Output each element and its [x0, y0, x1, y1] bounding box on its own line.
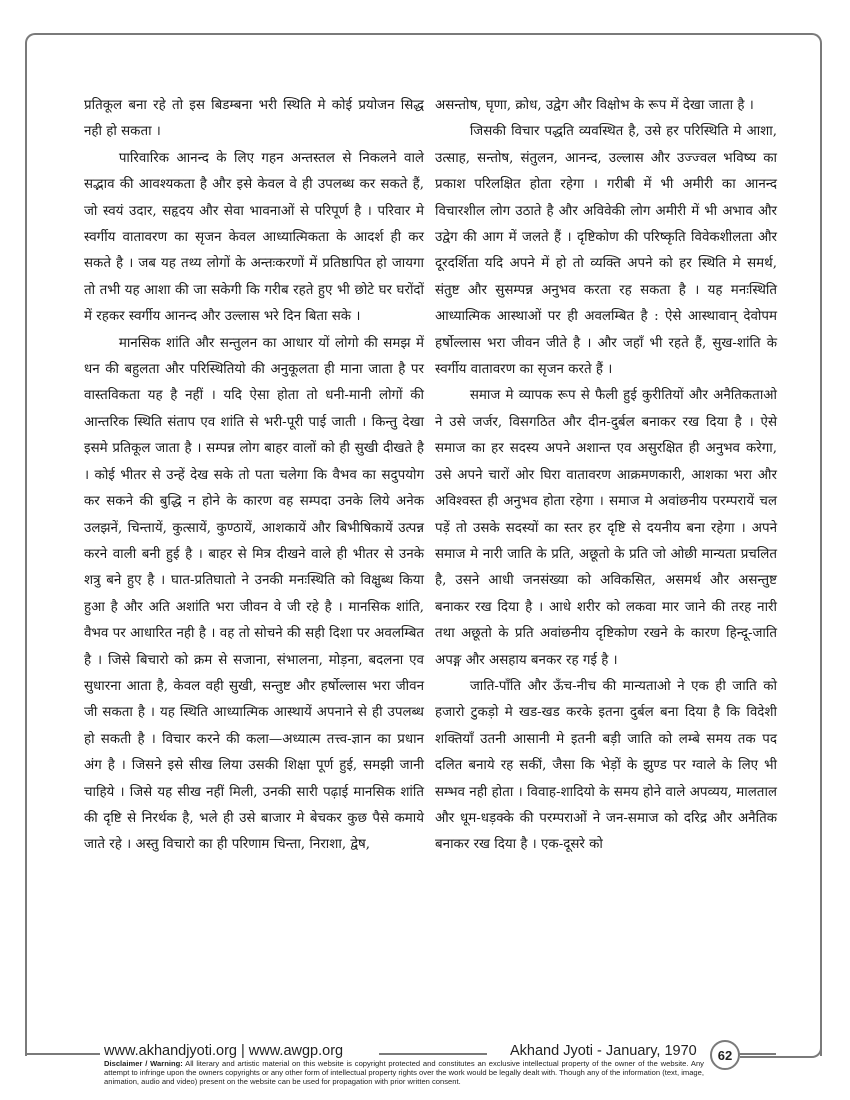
footer-rule — [379, 1053, 487, 1055]
paragraph: जाति-पाँति और ऊँच-नीच की मान्यताओ ने एक ही जाति को हजारो टुकड़ो मे खड-खड करके इतना दुर्बल बना दिया है कि विदेशी शक्तियाँ उतनी आसानी मे इतनी बड़ी जाति को लम्बे समय तक पद दलित बनाये रह सकीं, जैसा कि भेड़ों के झुण्ड पर ग्वाले के लिए भी सम्भव नही होता । विवाह-शादियो के समय होने वाले अपव्यय, मालताल और धूम-धड़क्के की परम्पराओं ने जन-समाज को दरिद्र और अनैतिक बनाकर रख दिया है । एक-दूसरे को — [435, 678, 777, 853]
footer-websites-link[interactable]: www.akhandjyoti.org | www.awgp.org — [104, 1043, 344, 1059]
paragraph: मानसिक शांति और सन्तुलन का आधार यों लोगो की समझ में धन की बहुलता और परिस्थितियो की अनुकूलता ही माना जाता है पर वास्तविकता यह है नहीं । यदि ऐसा होता तो धनी-मानी लोगों की आन्तरिक स्थिति संताप एव शांति से भरी-पूरी पाई जाती । किन्तु देखा इसमे प्रतिकूल जाता है । सम्पन्न लोग बाहर वालों को ही सुखी दीखते है । कोई भीतर से उन्हें देख सके तो पता चलेगा कि वैभव का सदुपयोग कर सकने की बुद्धि न होने के कारण वह सम्पदा उनके लिये अनेक उलझनें, चिन्तायें, कुत्सायें, कुण्ठायें, आशकायें और बिभीषिकायें उत्पन्न करने वाली बनी हुई है । बाहर से मित्र दीखने वाले ही भीतर से उनके शत्रु बने हुए है । घात-प्रतिघातो ने उनकी मनःस्थिति को विक्षुब्ध किया हुआ है और अति अशांति भरा जीवन वे जी रहे है । मानसिक शांति, वैभव पर आधारित नही है । वह तो सोचने की सही दिशा पर अवलम्बित है । जिसे बिचारो को क्रम से सजाना, संभालना, मोड़ना, बदलना एव सुधारना आता है, केवल वही सुखी, सन्तुष्ट और हर्षोल्लास भरा जीवन जी सकता है । यह स्थिति आध्यात्मिक आस्थायें अपनाने से ही उपलब्ध हो सकती है । विचार करने की कला—अध्यात्म तत्त्व-ज्ञान का प्रधान अंग है । जिसने इसे सीख लिया उसकी शिक्षा पूर्ण हुई, समझी जानी चाहिये । जिसे यह सीख नहीं मिली, उनकी सारी पढ़ाई मानसिक शांति की दृष्टि से निरर्थक है, भले ही उसे बाजार मे बेचकर कुछ पैसे कमाये जाते रहे । अस्तु विचारो का ही परिणाम चिन्ता, निराशा, द्वेष, — [84, 335, 424, 853]
footer-magazine-issue: Akhand Jyoti - January, 1970 — [510, 1043, 697, 1059]
paragraph: पारिवारिक आनन्द के लिए गहन अन्तस्तल से निकलने वाले सद्भाव की आवश्यकता है और इसे केवल वे ही उपलब्ध कर सकते हैं, जो स्वयं उदार, सहृदय और सेवा भावनाओं से परिपूर्ण है । परिवार मे स्वर्गीय वातावरण का सृजन केवल आध्यात्मिकता के आदर्श ही कर सकते है । जब यह तथ्य लोगों के अन्तःकरणों में प्रतिष्ठापित हो जायगा तो तभी यह आशा की जा सकेगी कि गरीब रहते हुए भी छोटे घर घरोंदों में रहकर स्वर्गीय आनन्द और उल्लास भरे दिन बिता सके । — [84, 150, 424, 325]
paragraph: असन्तोष, घृणा, क्रोध, उद्वेग और विक्षोभ के रूप में देखा जाता है । — [435, 98, 754, 113]
page-number: 62 — [717, 1047, 733, 1063]
paragraph: प्रतिकूल बना रहे तो इस बिडम्बना भरी स्थिति मे कोई प्रयोजन सिद्ध नही हो सकता । — [84, 98, 424, 140]
left-column — [84, 93, 424, 859]
page-frame-corner — [740, 1012, 822, 1058]
disclaimer-label: Disclaimer / Warning: — [104, 1059, 183, 1068]
page-number-badge — [710, 1040, 740, 1070]
right-column — [435, 93, 777, 859]
footer-rule — [736, 1053, 776, 1055]
paragraph: जिसकी विचार पद्धति व्यवस्थित है, उसे हर परिस्थिति मे आशा, उत्साह, सन्तोष, संतुलन, आनन्द, उल्लास और उज्ज्वल भविष्य का प्रकाश परिलक्षित होता रहेगा । गरीबी में भी अमीरी का आनन्द विचारशील लोग उठाते है और अविवेकी लोग अमीरी में भी अभाव और उद्वेग की आग में जलते हैं । दृष्टिकोण की परिष्कृति विवेकशीलता और दूरदर्शिता यदि अपने में हो तो व्यक्ति अपने को हर स्थिति मे समर्थ, संतुष्ट और सुसम्पन्न अनुभव करता रह सकता है । यह मनःस्थिति आध्यात्मिक आस्थाओं पर ही अवलम्बित है : ऐसे आस्थावान् देवोपम हर्षोल्लास भरा जीवन जीते है । और जहाँ भी रहते हैं, सुख-शांति के स्वर्गीय वातावरण का सृजन करते हैं । — [435, 124, 777, 378]
paragraph: समाज मे व्यापक रूप से फैली हुई कुरीतियों और अनैतिकताओ ने उसे जर्जर, विसगठित और दीन-दुर्बल बनाकर रख दिया है । ऐसे समाज का हर सदस्य अपने अशान्त एव असुरक्षित ही अनुभव करेगा, उसे अपने चारों ओर घिरा वातावरण आक्रमणकारी, आशका भरा और अविश्वस्त ही अनुभव होता रहेगा । समाज मे अवांछनीय परम्परायें चल पड़ें तो उसके सदस्यों का स्तर हर दृष्टि से दयनीय बना रहेगा । अपने समाज मे नारी जाति के प्रति, अछूतो के प्रति जो ओछी मान्यता प्रचलित है, उसने आधी जनसंख्या को अविकसित, असमर्थ और असन्तुष्ट बनाकर रख दिया है । आधे शरीर को लकवा मार जाने की तरह नारी तथा अछूतो के प्रति अवांछनीय दृष्टिकोण रखने के कारण हिन्दू-जाति अपङ्ग और असहाय बनकर रह गई है । — [435, 388, 777, 668]
footer-disclaimer — [104, 1059, 704, 1086]
disclaimer-text: All literary and artistic material on this website is copyright protected and constitutes an exclusive intellectual property of the owner of the website. Any attempt to infringe upon the owners copyrights or any other form of intellectual property rights over the work would be legally dealt with. Though any of the information (text, image, animation, audio and video) present on the website can be used for propagation with prior written consent. — [104, 1059, 704, 1086]
footer-rule — [27, 1053, 100, 1055]
